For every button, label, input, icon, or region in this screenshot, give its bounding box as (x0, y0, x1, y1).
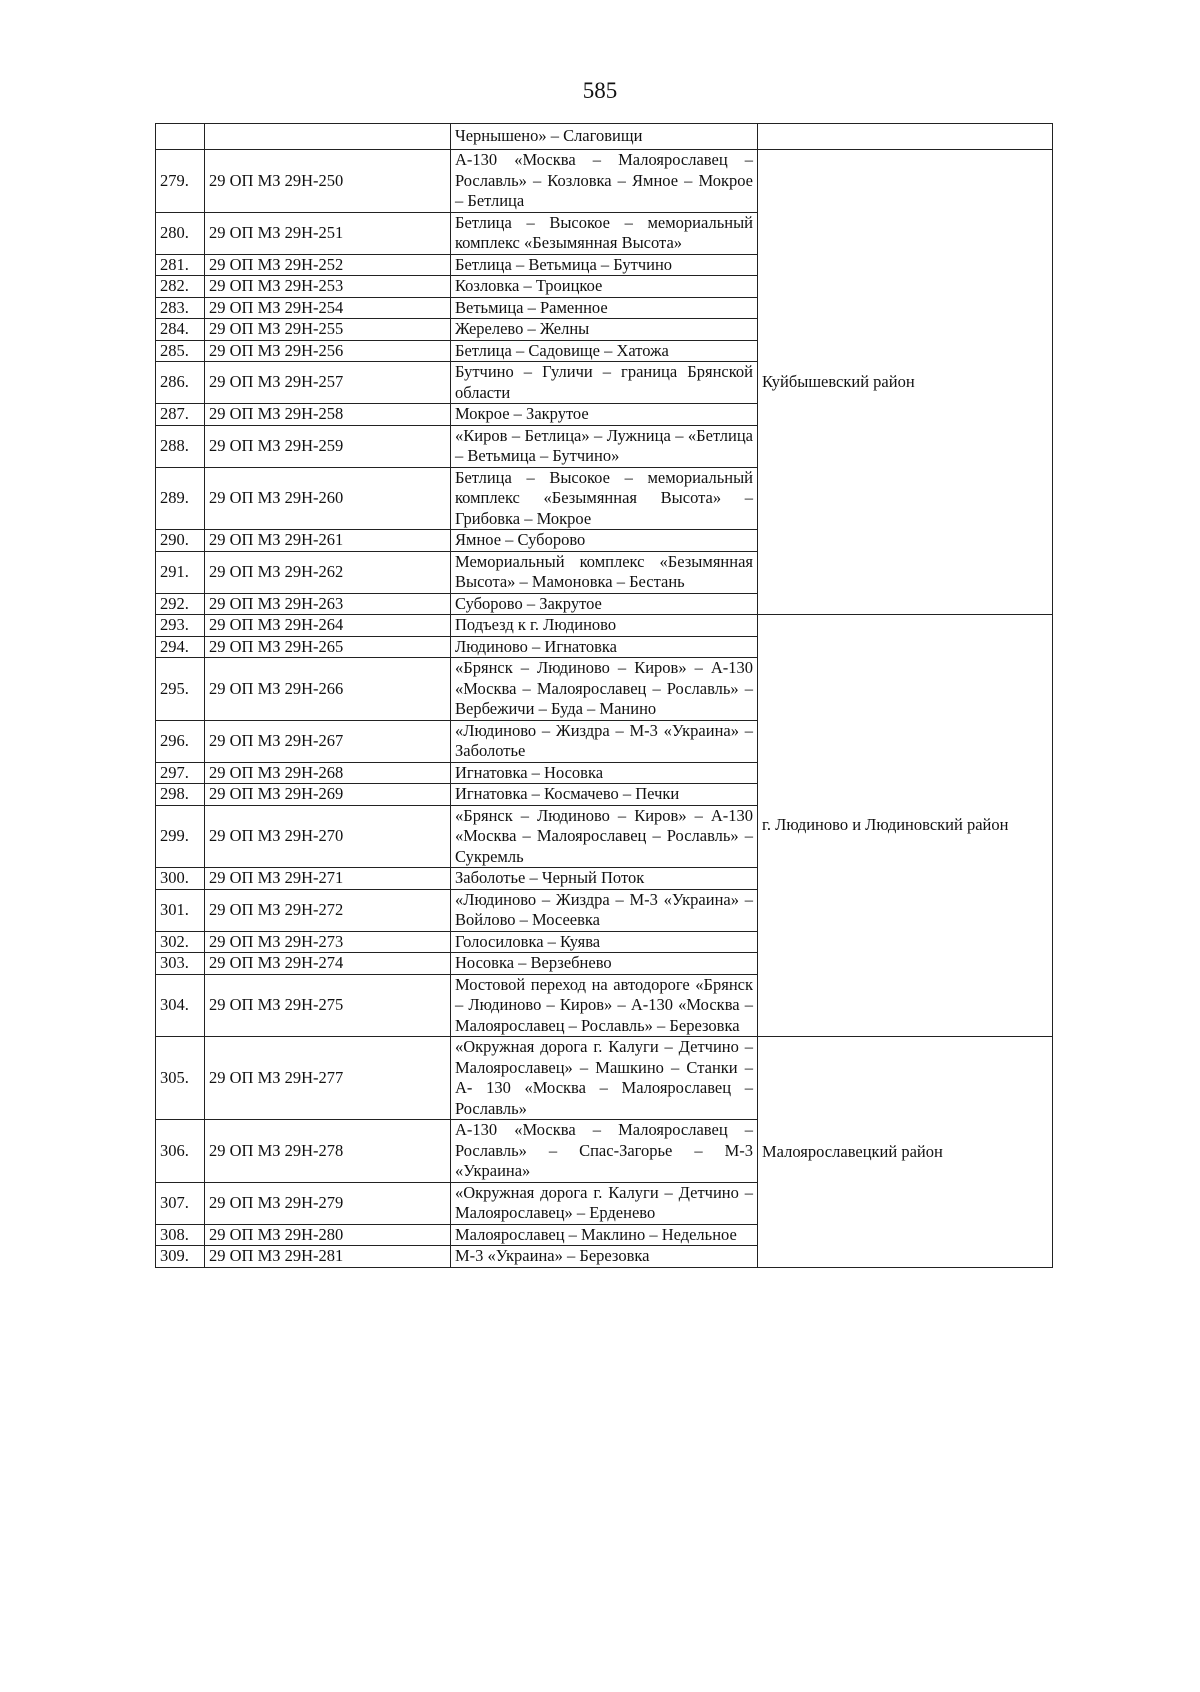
road-name: Бетлица – Высокое – мемориальный комплекс «Безымянная Высота» – Грибовка – Мокрое (451, 467, 758, 530)
road-name: «Людиново – Жиздра – М-3 «Украина» – Войлово – Мосеевка (451, 889, 758, 931)
row-number: 290. (156, 530, 205, 552)
road-name: «Киров – Бетлица» – Лужница – «Бетлица – Ветьмица – Бутчино» (451, 425, 758, 467)
road-id: 29 ОП МЗ 29Н-263 (205, 593, 451, 615)
road-id: 29 ОП МЗ 29Н-264 (205, 615, 451, 637)
road-name: «Окружная дорога г. Калуги – Детчино – Малоярославец» – Машкино – Станки – А- 130 «Москва – Малоярославец – Рославль» (451, 1037, 758, 1120)
road-name: Голосиловка – Куява (451, 931, 758, 953)
road-id: 29 ОП МЗ 29Н-277 (205, 1037, 451, 1120)
row-number: 303. (156, 953, 205, 975)
row-number: 294. (156, 636, 205, 658)
road-name: Чернышено» – Слаговищи (451, 124, 758, 150)
row-number: 292. (156, 593, 205, 615)
row-number: 282. (156, 276, 205, 298)
road-name: Суборово – Закрутое (451, 593, 758, 615)
road-name: Мокрое – Закрутое (451, 404, 758, 426)
table-row (156, 1037, 1053, 1120)
row-number: 284. (156, 319, 205, 341)
road-id: 29 ОП МЗ 29Н-265 (205, 636, 451, 658)
road-id: 29 ОП МЗ 29Н-255 (205, 319, 451, 341)
road-id: 29 ОП МЗ 29Н-252 (205, 254, 451, 276)
road-id: 29 ОП МЗ 29Н-258 (205, 404, 451, 426)
row-number: 308. (156, 1224, 205, 1246)
row-number: 285. (156, 340, 205, 362)
road-name: Заболотье – Черный Поток (451, 868, 758, 890)
road-id: 29 ОП МЗ 29Н-253 (205, 276, 451, 298)
row-number: 300. (156, 868, 205, 890)
row-number: 281. (156, 254, 205, 276)
road-name: Жерелево – Желны (451, 319, 758, 341)
road-name: Мемориальный комплекс «Безымянная Высота» – Мамоновка – Бестань (451, 551, 758, 593)
road-name: Бетлица – Ветьмица – Бутчино (451, 254, 758, 276)
road-id: 29 ОП МЗ 29Н-262 (205, 551, 451, 593)
road-id (205, 124, 451, 150)
row-number: 288. (156, 425, 205, 467)
district (758, 124, 1053, 150)
roads-table (155, 123, 1053, 1268)
road-name: Ветьмица – Раменное (451, 297, 758, 319)
road-id: 29 ОП МЗ 29Н-268 (205, 762, 451, 784)
road-name: Ямное – Суборово (451, 530, 758, 552)
row-number: 296. (156, 720, 205, 762)
road-id: 29 ОП МЗ 29Н-257 (205, 362, 451, 404)
road-name: Носовка – Верзебнево (451, 953, 758, 975)
road-name: «Людиново – Жиздра – М-3 «Украина» – Заболотье (451, 720, 758, 762)
road-name: Мостовой переход на автодороге «Брянск – Людиново – Киров» – А-130 «Москва – Малоярославец – Рославль» – Березовка (451, 974, 758, 1037)
road-name: «Брянск – Людиново – Киров» – А-130 «Москва – Малоярославец – Рославль» – Сукремль (451, 805, 758, 868)
road-name: А-130 «Москва – Малоярославец – Рославль» – Спас-Загорье – М-3 «Украина» (451, 1120, 758, 1183)
district-name: Малоярославецкий район (758, 1037, 1053, 1268)
road-name: Игнатовка – Космачево – Печки (451, 784, 758, 806)
row-number: 280. (156, 212, 205, 254)
road-name: А-130 «Москва – Малоярославец – Рославль» – Козловка – Ямное – Мокрое – Бетлица (451, 150, 758, 213)
row-number: 286. (156, 362, 205, 404)
road-id: 29 ОП МЗ 29Н-278 (205, 1120, 451, 1183)
row-number: 307. (156, 1182, 205, 1224)
road-name: М-3 «Украина» – Березовка (451, 1246, 758, 1268)
road-id: 29 ОП МЗ 29Н-275 (205, 974, 451, 1037)
road-name: Бутчино – Гуличи – граница Брянской области (451, 362, 758, 404)
road-name: Бетлица – Высокое – мемориальный комплекс «Безымянная Высота» (451, 212, 758, 254)
road-id: 29 ОП МЗ 29Н-260 (205, 467, 451, 530)
road-name: Бетлица – Садовище – Хатожа (451, 340, 758, 362)
row-number: 297. (156, 762, 205, 784)
road-id: 29 ОП МЗ 29Н-274 (205, 953, 451, 975)
road-id: 29 ОП МЗ 29Н-261 (205, 530, 451, 552)
road-id: 29 ОП МЗ 29Н-281 (205, 1246, 451, 1268)
row-number: 298. (156, 784, 205, 806)
table-row (156, 615, 1053, 637)
row-number (156, 124, 205, 150)
road-name: Подъезд к г. Людиново (451, 615, 758, 637)
continuation-row (156, 124, 1053, 150)
road-id: 29 ОП МЗ 29Н-251 (205, 212, 451, 254)
table-row (156, 150, 1053, 213)
row-number: 287. (156, 404, 205, 426)
road-id: 29 ОП МЗ 29Н-280 (205, 1224, 451, 1246)
row-number: 304. (156, 974, 205, 1037)
road-id: 29 ОП МЗ 29Н-254 (205, 297, 451, 319)
row-number: 291. (156, 551, 205, 593)
row-number: 306. (156, 1120, 205, 1183)
road-name: Малоярославец – Маклино – Недельное (451, 1224, 758, 1246)
road-name: Игнатовка – Носовка (451, 762, 758, 784)
row-number: 305. (156, 1037, 205, 1120)
road-name: Козловка – Троицкое (451, 276, 758, 298)
road-id: 29 ОП МЗ 29Н-256 (205, 340, 451, 362)
roads-table-body (156, 124, 1053, 1268)
row-number: 279. (156, 150, 205, 213)
row-number: 309. (156, 1246, 205, 1268)
road-id: 29 ОП МЗ 29Н-271 (205, 868, 451, 890)
row-number: 283. (156, 297, 205, 319)
road-id: 29 ОП МЗ 29Н-273 (205, 931, 451, 953)
road-id: 29 ОП МЗ 29Н-270 (205, 805, 451, 868)
row-number: 299. (156, 805, 205, 868)
row-number: 301. (156, 889, 205, 931)
row-number: 293. (156, 615, 205, 637)
row-number: 295. (156, 658, 205, 721)
road-id: 29 ОП МЗ 29Н-266 (205, 658, 451, 721)
road-name: «Окружная дорога г. Калуги – Детчино – Малоярославец» – Ерденево (451, 1182, 758, 1224)
road-id: 29 ОП МЗ 29Н-250 (205, 150, 451, 213)
road-id: 29 ОП МЗ 29Н-272 (205, 889, 451, 931)
road-id: 29 ОП МЗ 29Н-269 (205, 784, 451, 806)
road-name: «Брянск – Людиново – Киров» – А-130 «Москва – Малоярославец – Рославль» – Вербежичи – Буда – Манино (451, 658, 758, 721)
district-name: Куйбышевский район (758, 150, 1053, 615)
page-number: 585 (582, 78, 618, 103)
road-id: 29 ОП МЗ 29Н-279 (205, 1182, 451, 1224)
row-number: 302. (156, 931, 205, 953)
road-id: 29 ОП МЗ 29Н-259 (205, 425, 451, 467)
road-name: Людиново – Игнатовка (451, 636, 758, 658)
row-number: 289. (156, 467, 205, 530)
district-name: г. Людиново и Людиновский район (758, 615, 1053, 1037)
road-id: 29 ОП МЗ 29Н-267 (205, 720, 451, 762)
